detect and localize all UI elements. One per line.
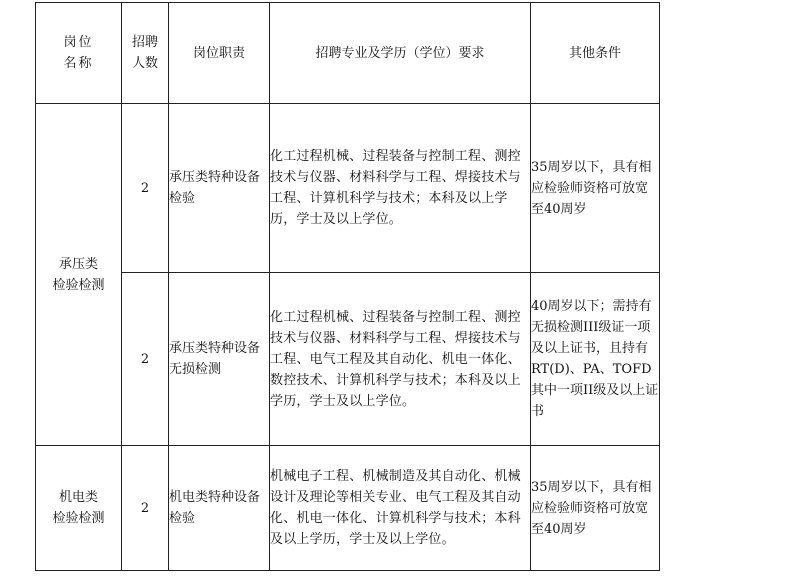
table-row — [36, 104, 660, 273]
header-count: 招聘 人数 — [122, 3, 169, 104]
cell-major: 机械电子工程、机械制造及其自动化、机械设计及理论等相关专业、电气工程及其自动化、机电一体化、计算机科学与技术；本科及以上学历，学士及以上学位。 — [270, 446, 531, 571]
header-other: 其他条件 — [531, 3, 660, 104]
header-major: 招聘专业及学历（学位）要求 — [270, 3, 531, 104]
cell-other: 35周岁以下，具有相应检验师资格可放宽至40周岁 — [531, 104, 660, 273]
table-row — [36, 273, 660, 446]
cell-major: 化工过程机械、过程装备与控制工程、测控技术与仪器、材料科学与工程、焊接技术与工程、电气工程及其自动化、机电一体化、数控技术、计算机科学与技术；本科及以上学历，学士及以上学位。 — [270, 273, 531, 446]
cell-duties: 承压类特种设备无损检测 — [169, 273, 270, 446]
cell-major: 化工过程机械、过程装备与控制工程、测控技术与仪器、材料科学与工程、焊接技术与工程、计算机科学与技术；本科及以上学历，学士及以上学位。 — [270, 104, 531, 273]
header-position-name: 岗位 名称 — [36, 3, 122, 104]
cell-duties: 机电类特种设备检验 — [169, 446, 270, 571]
cell-other: 40周岁以下；需持有无损检测III级证一项及以上证书，且持有RT(D)、PA、TOFD其中一项II级及以上证书 — [531, 273, 660, 446]
cell-duties: 承压类特种设备检验 — [169, 104, 270, 273]
header-row — [36, 3, 660, 104]
group-pressure: 承压类 检验检测 — [36, 104, 122, 446]
cell-count: 2 — [122, 446, 169, 571]
cell-count: 2 — [122, 104, 169, 273]
table-row — [36, 446, 660, 571]
cell-count: 2 — [122, 273, 169, 446]
group-electromech: 机电类 检验检测 — [36, 446, 122, 571]
header-duties: 岗位职责 — [169, 3, 270, 104]
recruitment-table — [35, 2, 660, 571]
cell-other: 35周岁以下，具有相应检验师资格可放宽至40周岁 — [531, 446, 660, 571]
